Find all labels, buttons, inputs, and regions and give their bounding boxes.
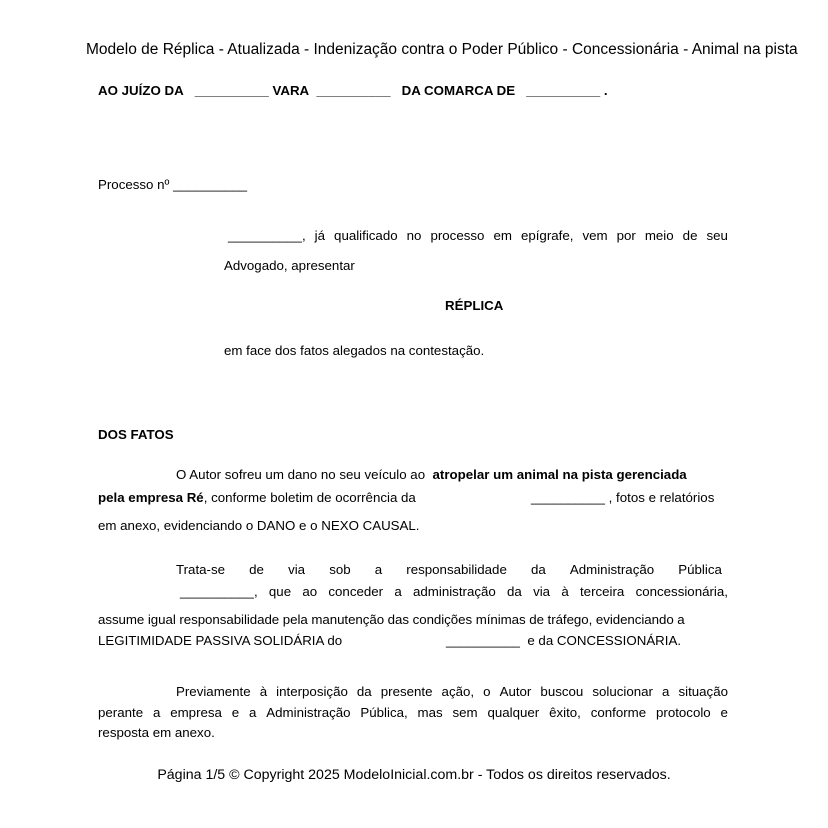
p2-line-2: __________, que ao conceder a administração da via à terceira concessionária,	[180, 584, 728, 599]
process-number-line: Processo nº __________	[98, 177, 248, 192]
page-footer: Página 1/5 © Copyright 2025 ModeloInicial.com.br - Todos os direitos reservados.	[157, 767, 671, 783]
section-heading-facts: DOS FATOS	[98, 427, 174, 442]
p1-line-1: O Autor sofreu um dano no seu veículo ao atropelar um animal na pista gerenciada	[176, 467, 687, 482]
p1-line-3: em anexo, evidenciando o DANO e o NEXO CAUSAL.	[98, 518, 420, 533]
p2-line-1: Trata-se de via sob a responsabilidade da Administração Pública	[176, 562, 722, 577]
document-header-title: Modelo de Réplica - Atualizada - Indenização contra o Poder Público - Concessionária - Animal na pista	[86, 41, 798, 58]
p2-line-4: LEGITIMIDADE PASSIVA SOLIDÁRIA do	[98, 633, 343, 648]
p3-line-1: Previamente à interposição da presente ação, o Autor buscou solucionar a situação	[176, 684, 728, 699]
after-title-line: em face dos fatos alegados na contestação.	[224, 343, 485, 358]
p1-line-2-tail: __________ , fotos e relatórios	[531, 490, 715, 505]
addressee-line: AO JUÍZO DA __________ VARA __________ DA COMARCA DE __________ .	[98, 83, 608, 98]
p2-line-3: assume igual responsabilidade pela manutenção das condições mínimas de tráfego, evidenciando a	[98, 612, 685, 627]
p2-line-4-tail: __________ e da CONCESSIONÁRIA.	[446, 633, 682, 648]
intro-line-2: Advogado, apresentar	[224, 258, 355, 273]
document-title: RÉPLICA	[445, 298, 504, 313]
p3-line-2: perante a empresa e a Administração Pública, mas sem qualquer êxito, conforme protocolo e	[98, 705, 728, 720]
intro-line-1: __________, já qualificado no processo em epígrafe, vem por meio de seu	[228, 228, 728, 243]
p1-line-2: pela empresa Ré, conforme boletim de ocorrência da	[98, 490, 416, 505]
p3-line-3: resposta em anexo.	[98, 725, 215, 740]
